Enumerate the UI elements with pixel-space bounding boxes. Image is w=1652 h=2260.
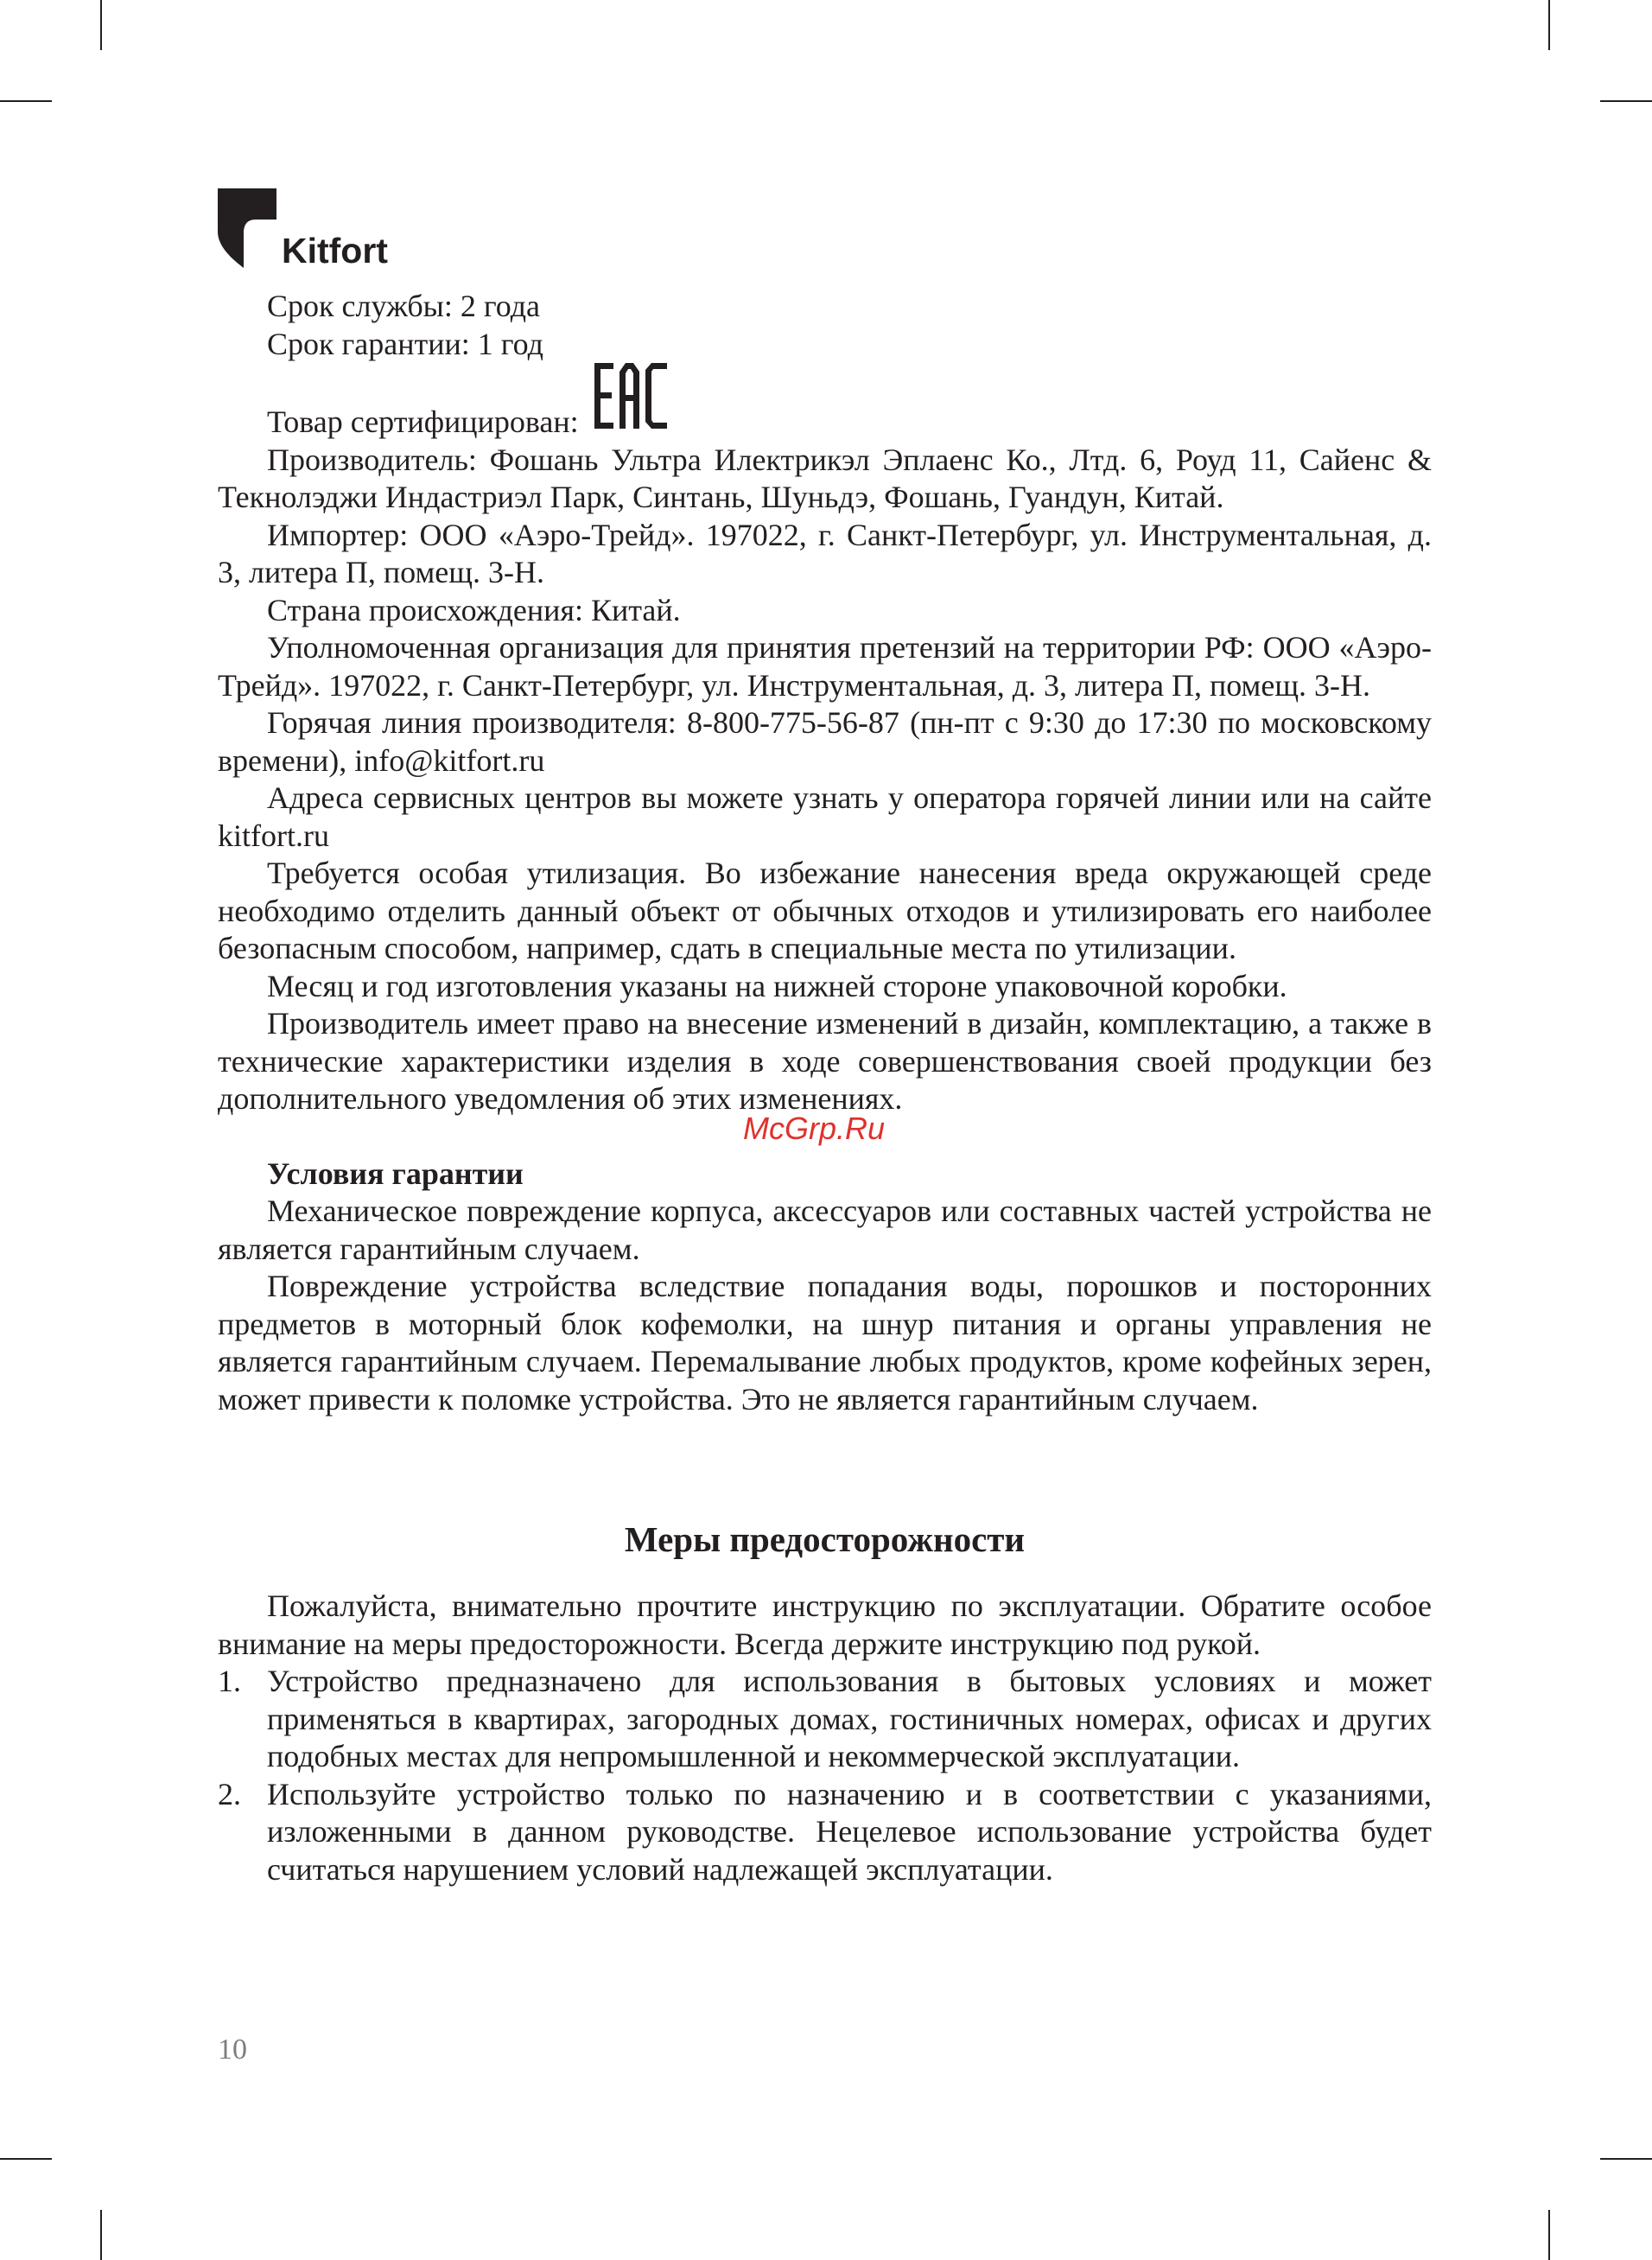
brand-name: Kitfort [282,231,388,271]
warranty-condition-paragraph: Механическое повреждение корпуса, аксессуаров или составных частей устройства не является гарантийным случаем. [218,1194,1432,1266]
warranty-condition-paragraph: Повреждение устройства вследствие попадания воды, порошков и посторонних предметов в моторный блок кофемолки, на шнур питания и органы управления не является гарантийным случаем. Перемалывание любых продуктов, кроме кофейных зерен, может привести к поломке устройства. Это не является гарантийным случаем. [218,1269,1432,1416]
crop-mark [1600,100,1652,102]
kitfort-logo-icon [218,188,276,268]
certification-row [218,363,1432,442]
disposal-info: Требуется особая утилизация. Во избежание нанесения вреда окружающей среде необходимо отделить данный объект от обычных отходов и утилизировать его наиболее безопасным способом, например, сдать в специальные места по утилизации. [218,856,1432,965]
service-centers-info: Адреса сервисных центров вы можете узнать у оператора горячей линии или на сайте kitfort.ru [218,780,1432,853]
country-of-origin: Страна происхождения: Китай. [267,592,681,627]
hotline-info: Горячая линия производителя: 8-800-775-56-87 (пн-пт с 9:30 до 17:30 по московскому времени), info@kitfort.ru [218,705,1432,778]
list-item-text: Используйте устройство только по назначению и в соответствии с указаниями, изложенными в данном руководстве. Нецелевое использование устройства будет считаться нарушением условий надлежащей эксплуатации. [267,1776,1432,1887]
service-life: Срок службы: 2 года [267,289,541,323]
page-number: 10 [218,2034,247,2066]
precautions-intro: Пожалуйста, внимательно прочтите инструкцию по эксплуатации. Обратите особое внимание на меры предосторожности. Всегда держите инструкцию под рукой. [218,1588,1432,1661]
crop-mark [100,2210,102,2260]
list-item-number: 2. [218,1776,241,1811]
crop-mark [1600,2158,1652,2160]
changes-info: Производитель имеет право на внесение изменений в дизайн, комплектацию, а также в технические характеристики изделия в ходе совершенствования своей продукции без дополнительного уведомления об этих изменениях. [218,1006,1432,1116]
precautions-heading: Меры предосторожности [624,1519,1026,1559]
crop-mark [0,2158,52,2160]
list-item [218,1663,1432,1776]
list-item-number: 1. [218,1664,241,1698]
authorized-organization: Уполномоченная организация для принятия претензий на территории РФ: ООО «Аэро-Трейд». 197022, г. Санкт-Петербург, ул. Инструментальная, д. 3, литера П, помещ. 3-Н. [218,630,1432,703]
warranty-term: Срок гарантии: 1 год [267,326,543,361]
list-item-text: Устройство предназначено для использования в бытовых условиях и может применяться в квартирах, загородных домах, гостиничных номерах, офисах и других подобных местах для непромышленной и некоммерческой эксплуатации. [267,1664,1432,1773]
certified-label: Товар сертифицирован: [267,404,579,439]
warranty-conditions-heading: Условия гарантии [267,1155,524,1191]
importer-info: Импортер: ООО «Аэро-Трейд». 197022, г. Санкт-Петербург, ул. Инструментальная, д. 3, литера П, помещ. 3-Н. [218,517,1432,589]
precautions-list [218,1663,1432,1888]
crop-mark [100,0,102,50]
eac-mark-icon [594,363,667,438]
crop-mark [0,100,52,102]
watermark: McGrp.Ru [743,1111,886,1146]
brand-logo [218,188,388,271]
manufacturer-info: Производитель: Фошань Ультра Илектрикэл Эплаенс Ко., Лтд. 6, Роуд 11, Сайенс & Текнолэджи Индастриэл Парк, Синтань, Шуньдэ, Фошань, Гуандун, Китай. [218,442,1432,514]
crop-mark [1548,0,1550,50]
manufacture-date-info: Месяц и год изготовления указаны на нижней стороне упаковочной коробки. [267,968,1287,1003]
crop-mark [1548,2210,1550,2260]
page-content [218,288,1432,1888]
list-item [218,1776,1432,1889]
